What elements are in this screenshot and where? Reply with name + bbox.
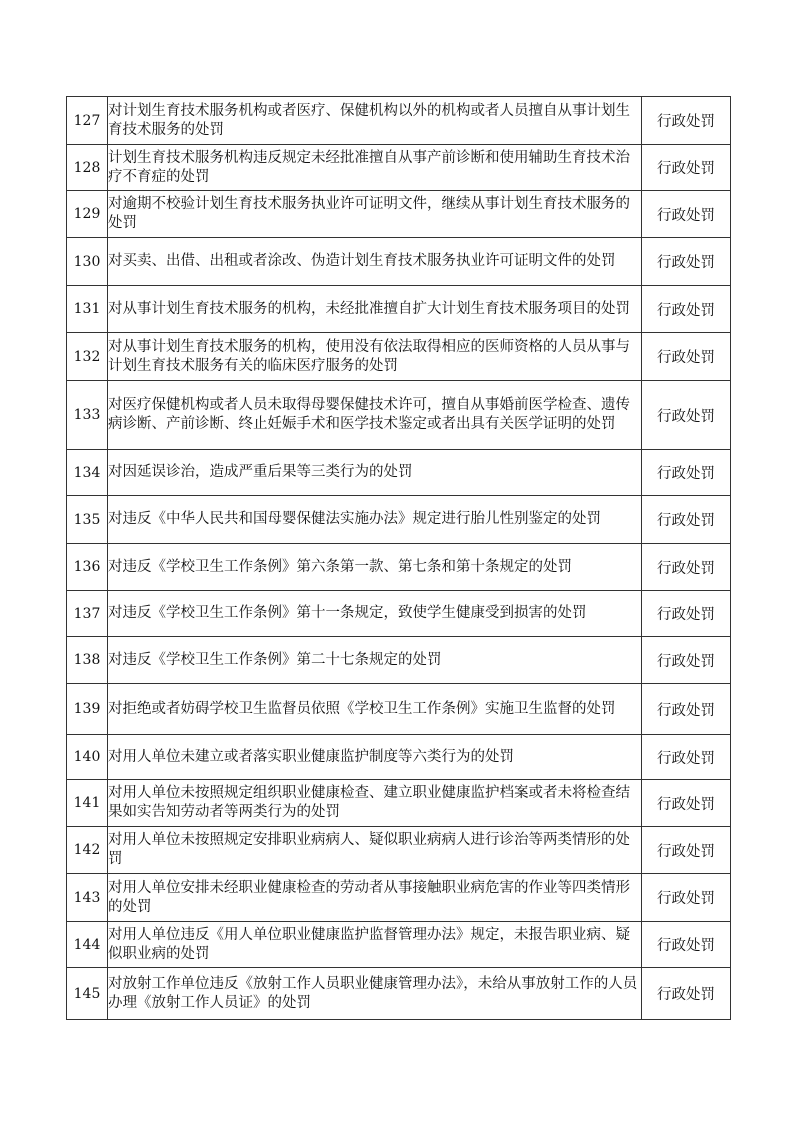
item-type: 行政处罚: [642, 286, 731, 333]
item-name: 对从事计划生育技术服务的机构，未经批准擅自扩大计划生育技术服务项目的处罚: [108, 286, 642, 333]
item-type: 行政处罚: [642, 827, 731, 874]
item-name: 对违反《中华人民共和国母婴保健法实施办法》规定进行胎儿性别鉴定的处罚: [108, 496, 642, 544]
item-number: 145: [67, 968, 108, 1020]
item-name: 对违反《学校卫生工作条例》第十一条规定，致使学生健康受到损害的处罚: [108, 591, 642, 637]
item-type: 行政处罚: [642, 735, 731, 780]
table-row: [67, 922, 731, 968]
table-row: [67, 450, 731, 496]
item-number: 135: [67, 496, 108, 544]
table-row: [67, 827, 731, 874]
item-number: 142: [67, 827, 108, 874]
item-number: 140: [67, 735, 108, 780]
item-name: 对拒绝或者妨碍学校卫生监督员依照《学校卫生工作条例》实施卫生监督的处罚: [108, 684, 642, 735]
table-row: [67, 145, 731, 191]
item-name: 对用人单位未按照规定组织职业健康检查、建立职业健康监护档案或者未将检查结果如实告知劳动者等两类行为的处罚: [108, 780, 642, 827]
item-type: 行政处罚: [642, 97, 731, 145]
item-type: 行政处罚: [642, 381, 731, 450]
table-row: [67, 97, 731, 145]
item-number: 131: [67, 286, 108, 333]
item-name: 对用人单位未按照规定安排职业病病人、疑似职业病病人进行诊治等两类情形的处罚: [108, 827, 642, 874]
table-row: [67, 874, 731, 922]
item-name: 对违反《学校卫生工作条例》第二十七条规定的处罚: [108, 637, 642, 684]
table-row: [67, 286, 731, 333]
item-name: 对用人单位安排未经职业健康检查的劳动者从事接触职业病危害的作业等四类情形的处罚: [108, 874, 642, 922]
item-type: 行政处罚: [642, 333, 731, 381]
item-name: 计划生育技术服务机构违反规定未经批准擅自从事产前诊断和使用辅助生育技术治疗不育症的处罚: [108, 145, 642, 191]
item-number: 130: [67, 238, 108, 286]
item-type: 行政处罚: [642, 637, 731, 684]
item-number: 144: [67, 922, 108, 968]
item-type: 行政处罚: [642, 191, 731, 238]
item-name: 对买卖、出借、出租或者涂改、伪造计划生育技术服务执业许可证明文件的处罚: [108, 238, 642, 286]
item-number: 139: [67, 684, 108, 735]
table-row: [67, 780, 731, 827]
item-name: 对因延误诊治，造成严重后果等三类行为的处罚: [108, 450, 642, 496]
item-number: 141: [67, 780, 108, 827]
item-number: 143: [67, 874, 108, 922]
table-row: [67, 591, 731, 637]
item-name: 对放射工作单位违反《放射工作人员职业健康管理办法》，未给从事放射工作的人员办理《放射工作人员证》的处罚: [108, 968, 642, 1020]
item-number: 138: [67, 637, 108, 684]
item-number: 132: [67, 333, 108, 381]
table-row: [67, 637, 731, 684]
table-row: [67, 735, 731, 780]
table-row: [67, 968, 731, 1020]
table-row: [67, 496, 731, 544]
item-type: 行政处罚: [642, 496, 731, 544]
item-name: 对违反《学校卫生工作条例》第六条第一款、第七条和第十条规定的处罚: [108, 544, 642, 591]
item-number: 134: [67, 450, 108, 496]
item-type: 行政处罚: [642, 544, 731, 591]
item-number: 137: [67, 591, 108, 637]
item-name: 对从事计划生育技术服务的机构，使用没有依法取得相应的医师资格的人员从事与计划生育技术服务有关的临床医疗服务的处罚: [108, 333, 642, 381]
item-type: 行政处罚: [642, 968, 731, 1020]
table-row: [67, 333, 731, 381]
table-row: [67, 381, 731, 450]
penalty-items-table: [66, 96, 731, 1020]
item-type: 行政处罚: [642, 450, 731, 496]
item-name: 对计划生育技术服务机构或者医疗、保健机构以外的机构或者人员擅自从事计划生育技术服务的处罚: [108, 97, 642, 145]
table-row: [67, 544, 731, 591]
item-number: 133: [67, 381, 108, 450]
item-type: 行政处罚: [642, 874, 731, 922]
table-row: [67, 684, 731, 735]
item-number: 128: [67, 145, 108, 191]
table-row: [67, 191, 731, 238]
item-name: 对用人单位违反《用人单位职业健康监护监督管理办法》规定，未报告职业病、疑似职业病的处罚: [108, 922, 642, 968]
item-type: 行政处罚: [642, 145, 731, 191]
item-name: 对逾期不校验计划生育技术服务执业许可证明文件，继续从事计划生育技术服务的处罚: [108, 191, 642, 238]
item-number: 129: [67, 191, 108, 238]
item-type: 行政处罚: [642, 684, 731, 735]
item-name: 对用人单位未建立或者落实职业健康监护制度等六类行为的处罚: [108, 735, 642, 780]
item-name: 对医疗保健机构或者人员未取得母婴保健技术许可，擅自从事婚前医学检查、遗传病诊断、产前诊断、终止妊娠手术和医学技术鉴定或者出具有关医学证明的处罚: [108, 381, 642, 450]
item-type: 行政处罚: [642, 591, 731, 637]
item-type: 行政处罚: [642, 780, 731, 827]
item-number: 136: [67, 544, 108, 591]
table-row: [67, 238, 731, 286]
item-number: 127: [67, 97, 108, 145]
item-type: 行政处罚: [642, 238, 731, 286]
item-type: 行政处罚: [642, 922, 731, 968]
